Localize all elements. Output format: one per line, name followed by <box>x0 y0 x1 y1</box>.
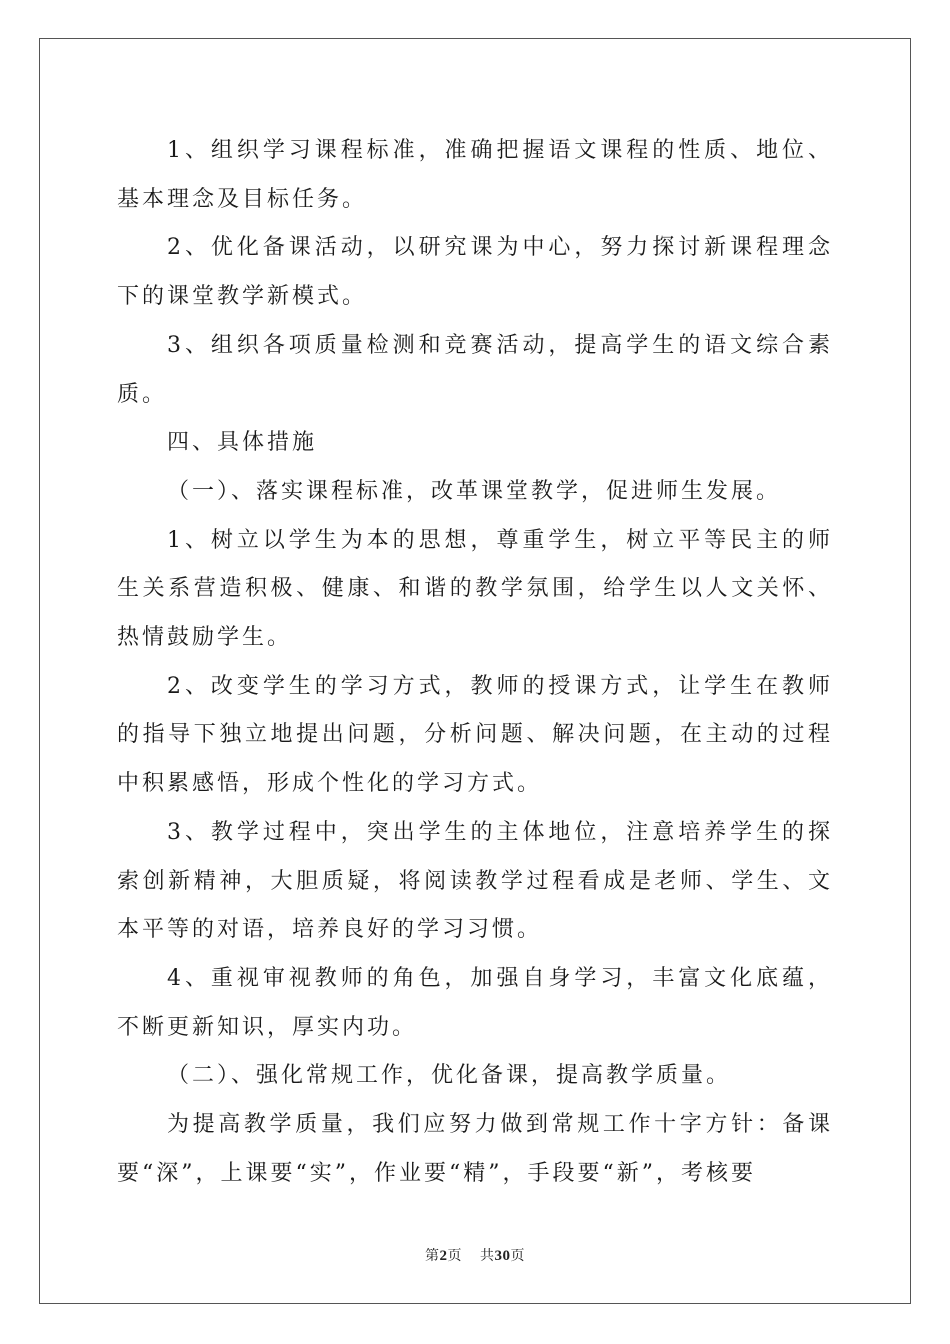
page-footer <box>0 1245 950 1265</box>
subsection-heading-1: （一）、落实课程标准，改革课堂教学，促进师生发展。 <box>167 478 782 504</box>
footer-total-prefix: 共 <box>480 1248 495 1264</box>
section-heading-measures: 四、具体措施 <box>167 430 318 456</box>
footer-total-unit: 页 <box>510 1248 525 1264</box>
paragraph-3: 3、组织各项质量检测和竞赛活动，提高学生的语文综合素质。 <box>117 332 833 407</box>
paragraph-1: 1、组织学习课程标准，准确把握语文课程的性质、地位、基本理念及目标任务。 <box>117 138 833 212</box>
document-body <box>117 127 833 1198</box>
paragraph-5: 2、改变学生的学习方式，教师的授课方式，让学生在教师的指导下独立地提出问题，分析问题、解决问题，在主动的过程中积累感悟，形成个性化的学习方式。 <box>117 673 833 797</box>
footer-page-total: 30 <box>494 1248 511 1264</box>
paragraph-4: 1、树立以学生为本的思想，尊重学生，树立平等民主的师生关系营造积极、健康、和谐的教学氛围，给学生以人文关怀、热情鼓励学生。 <box>117 527 833 651</box>
footer-page-prefix: 第 <box>425 1248 440 1264</box>
footer-page-current: 2 <box>439 1248 448 1264</box>
paragraph-2: 2、优化备课活动，以研究课为中心，努力探讨新课程理念下的课堂教学新模式。 <box>117 235 833 310</box>
footer-page-unit: 页 <box>447 1248 462 1264</box>
paragraph-7: 4、重视审视教师的角色，加强自身学习，丰富文化底蕴，不断更新知识，厚实内功。 <box>117 965 833 1040</box>
paragraph-6: 3、教学过程中，突出学生的主体地位，注意培养学生的探索创新精神，大胆质疑，将阅读教学过程看成是老师、学生、文本平等的对语，培养良好的学习习惯。 <box>117 819 833 943</box>
subsection-heading-2: （二）、强化常规工作，优化备课，提高教学质量。 <box>167 1063 732 1089</box>
paragraph-8: 为提高教学质量，我们应努力做到常规工作十字方针：备课要“深”，上课要“实”，作业要“精”，手段要“新”，考核要 <box>117 1112 833 1186</box>
